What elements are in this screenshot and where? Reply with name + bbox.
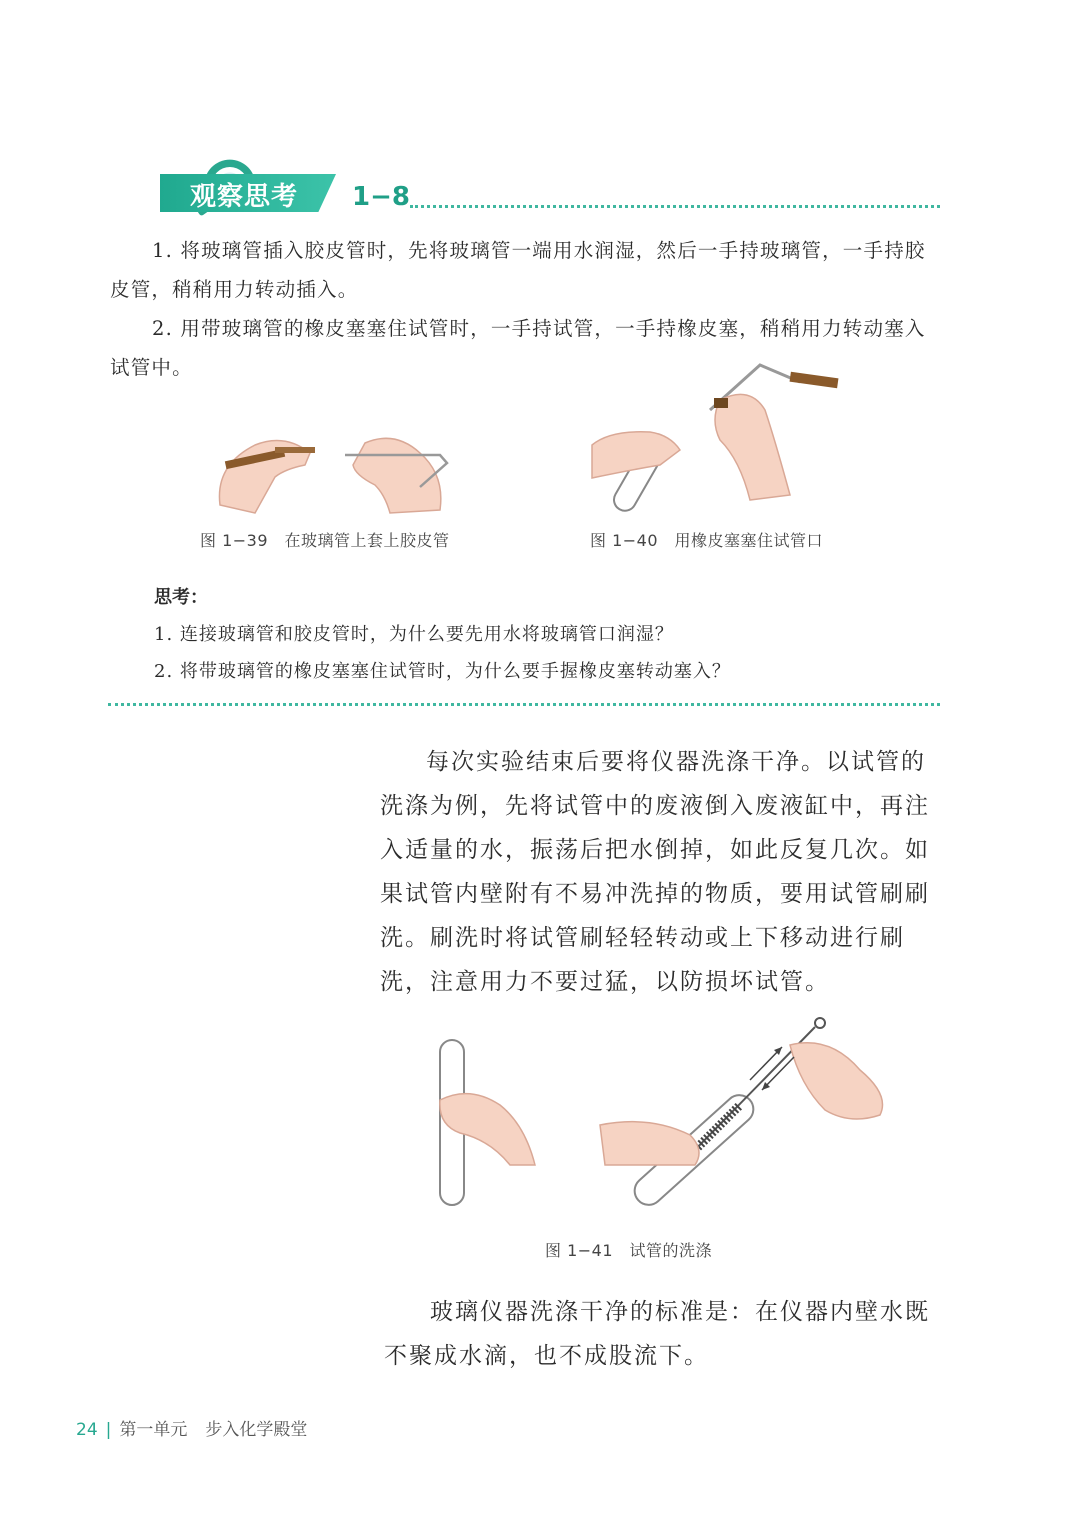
footer-separator: | bbox=[105, 1420, 112, 1440]
think-question-1: 1. 连接玻璃管和胶皮管时，为什么要先用水将玻璃管口润湿？ bbox=[154, 624, 674, 645]
instruction-item-1: 1. 将玻璃管插入胶皮管时，先将玻璃管一端用水润湿，然后一手持玻璃管，一手持胶皮管，稍稍用力转动插入。 bbox=[110, 239, 926, 301]
figure-1-39-caption: 图 1−39 在玻璃管上套上胶皮管 bbox=[200, 531, 450, 550]
dotted-divider-bottom bbox=[108, 703, 940, 706]
figure-1-41-caption: 图 1−41 试管的洗涤 bbox=[545, 1241, 713, 1260]
page-footer bbox=[76, 1415, 307, 1440]
figure-1-41-illustration bbox=[430, 1015, 890, 1215]
standard-paragraph: 玻璃仪器洗涤干净的标准是：在仪器内壁水既不聚成水滴，也不成股流下。 bbox=[384, 1299, 930, 1369]
page-number: 24 bbox=[76, 1420, 98, 1440]
washing-paragraph: 每次实验结束后要将仪器洗涤干净。以试管的洗涤为例，先将试管中的废液倒入废液缸中，再注入适量的水，振荡后把水倒掉，如此反复几次。如果试管内壁附有不易冲洗掉的物质，要用试管刷刷洗。刷洗时将试管刷轻轻转动或上下移动进行刷洗，注意用力不要过猛，以防损坏试管。 bbox=[380, 749, 930, 995]
think-title: 思考： bbox=[154, 587, 208, 608]
footer-unit: 第一单元 bbox=[119, 1420, 188, 1440]
figure-1-40-caption: 图 1−40 用橡皮塞塞住试管口 bbox=[590, 531, 824, 550]
section-number: 1−8 bbox=[352, 182, 410, 212]
section-badge-title: 观察思考 bbox=[190, 182, 299, 212]
figure-1-40-illustration bbox=[590, 360, 850, 520]
dotted-divider-top bbox=[410, 205, 940, 208]
figure-1-39-illustration bbox=[215, 425, 455, 515]
think-question-2: 2. 将带玻璃管的橡皮塞塞住试管时，为什么要手握橡皮塞转动塞入？ bbox=[154, 661, 731, 682]
instruction-item-2: 2. 用带玻璃管的橡皮塞塞住试管时，一手持试管，一手持橡皮塞，稍稍用力转动塞入试管中。 bbox=[110, 317, 926, 379]
footer-unit-title: 步入化学殿堂 bbox=[205, 1420, 308, 1440]
